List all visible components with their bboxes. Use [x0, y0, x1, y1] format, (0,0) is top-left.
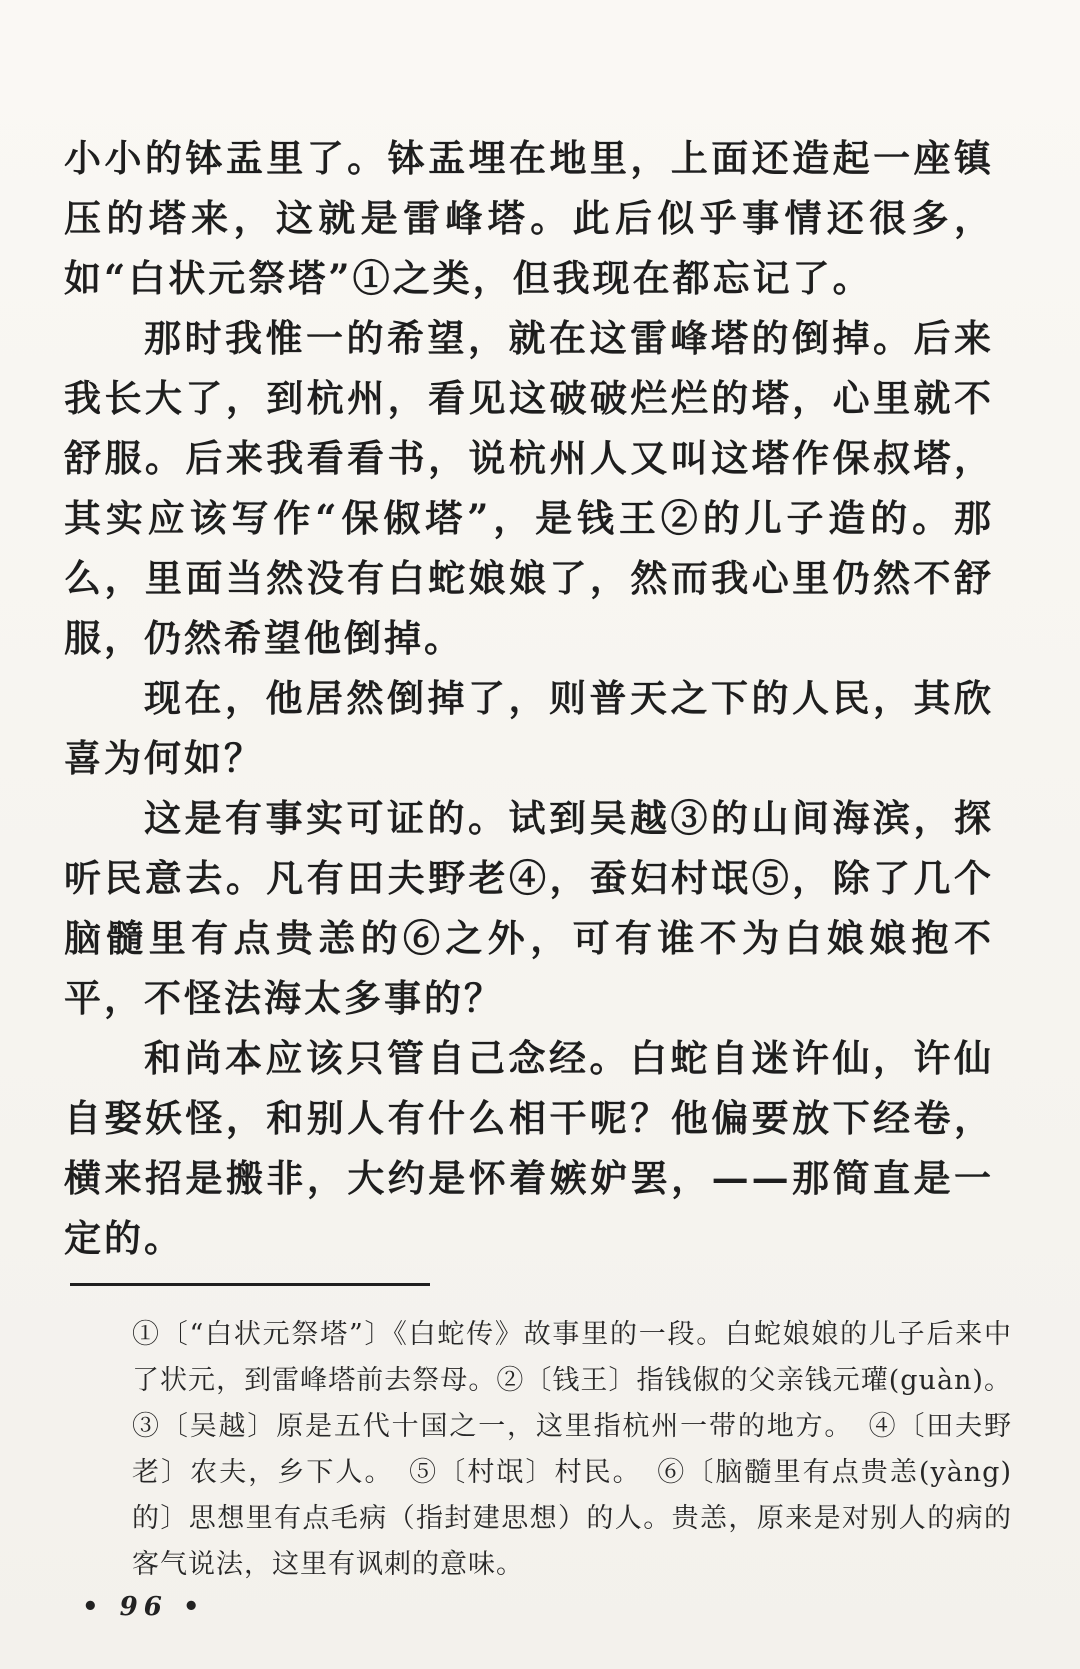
footnote-divider: [70, 1283, 430, 1286]
paragraph-4: 这是有事实可证的。试到吴越③的山间海滨，探听民意去。凡有田夫野老④，蚕妇村氓⑤，除了几个脑髓里有点贵恙的⑥之外，可有谁不为白娘娘抱不平，不怪法海太多事的？: [64, 796, 994, 1020]
footnote-text: ①〔“白状元祭塔”〕《白蛇传》故事里的一段。白蛇娘娘的儿子后来中了状元，到雷峰塔前去祭母。②〔钱王〕指钱俶的父亲钱元瓘(guàn)。③〔吴越〕原是五代十国之一，这里指杭州一带的地方。 ④〔田夫野老〕农夫，乡下人。 ⑤〔村氓〕村民。 ⑥〔脑髓里有点贵恙(yàng)的〕思想里有点毛病（指封建思想）的人。贵恙，原来是对别人的病的客气说法，这里有讽刺的意味。: [132, 1319, 1012, 1580]
footnotes: [132, 1312, 1012, 1588]
paragraph-3: 现在，他居然倒掉了，则普天之下的人民，其欣喜为何如？: [64, 676, 994, 780]
paragraph-1: 小小的钵盂里了。钵盂埋在地里，上面还造起一座镇压的塔来，这就是雷峰塔。此后似乎事情还很多，如“白状元祭塔”①之类，但我现在都忘记了。: [64, 136, 994, 300]
main-text: [64, 128, 994, 1268]
paragraph-2: 那时我惟一的希望，就在这雷峰塔的倒掉。后来我长大了，到杭州，看见这破破烂烂的塔，心里就不舒服。后来我看看书，说杭州人又叫这塔作保叔塔，其实应该写作“保俶塔”，是钱王②的儿子造的。那么，里面当然没有白蛇娘娘了，然而我心里仍然不舒服，仍然希望他倒掉。: [64, 316, 994, 660]
page-number: • 96 •: [82, 1592, 206, 1622]
paragraph-5: 和尚本应该只管自己念经。白蛇自迷许仙，许仙自娶妖怪，和别人有什么相干呢？他偏要放下经卷，横来招是搬非，大约是怀着嫉妒罢，——那简直是一定的。: [64, 1036, 994, 1260]
